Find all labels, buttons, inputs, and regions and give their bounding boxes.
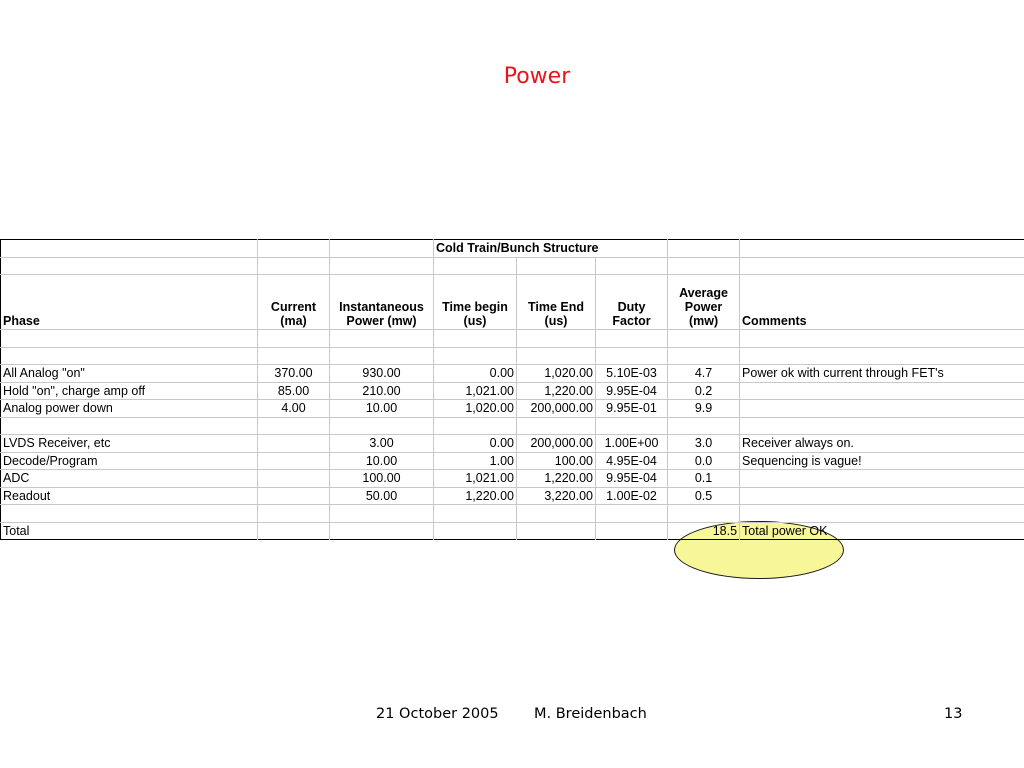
- header-phase: Phase: [1, 275, 258, 330]
- cell-current: [258, 470, 330, 488]
- cell-comment: [740, 400, 1024, 418]
- cell-current: [258, 452, 330, 470]
- cell-duty-factor: 5.10E-03: [596, 365, 668, 383]
- cell-current: [258, 435, 330, 453]
- header-time-begin: Time begin (us): [434, 275, 517, 330]
- cell-average-power: 9.9: [668, 400, 740, 418]
- header-average-power: Average Power (mw): [668, 275, 740, 330]
- footer-date: 21 October 2005: [376, 706, 499, 722]
- cell-current: 85.00: [258, 382, 330, 400]
- cell-phase: LVDS Receiver, etc: [1, 435, 258, 453]
- table-row: [1, 435, 1024, 453]
- footer-author: M. Breidenbach: [534, 706, 647, 722]
- cell-time-end: 3,220.00: [517, 487, 596, 505]
- cell-time-begin: 1.00: [434, 452, 517, 470]
- cell-time-begin: 0.00: [434, 435, 517, 453]
- total-row: [1, 522, 1024, 540]
- cell-current: [258, 487, 330, 505]
- blank-row: [1, 417, 1024, 435]
- cell-average-power: 0.5: [668, 487, 740, 505]
- cell-time-end: 100.00: [517, 452, 596, 470]
- cell-phase: Decode/Program: [1, 452, 258, 470]
- cell-instantaneous-power: 3.00: [330, 435, 434, 453]
- table-row: [1, 470, 1024, 488]
- cell-average-power: 3.0: [668, 435, 740, 453]
- cell-instantaneous-power: 100.00: [330, 470, 434, 488]
- cell-time-begin: 0.00: [434, 365, 517, 383]
- cell-time-begin: 1,020.00: [434, 400, 517, 418]
- total-comment: Total power OK: [740, 522, 1024, 540]
- cell-average-power: 4.7: [668, 365, 740, 383]
- cell-instantaneous-power: 10.00: [330, 400, 434, 418]
- table-row: [1, 382, 1024, 400]
- cell-phase: All Analog "on": [1, 365, 258, 383]
- slide-title: Power: [503, 64, 571, 89]
- cell-duty-factor: 4.95E-04: [596, 452, 668, 470]
- blank-row: [1, 347, 1024, 365]
- cell-phase: Hold "on", charge amp off: [1, 382, 258, 400]
- cell-comment: Receiver always on.: [740, 435, 1024, 453]
- cell-average-power: 0.1: [668, 470, 740, 488]
- table-row: [1, 400, 1024, 418]
- cell-current: 4.00: [258, 400, 330, 418]
- header-duty-factor: Duty Factor: [596, 275, 668, 330]
- cell-duty-factor: 1.00E+00: [596, 435, 668, 453]
- cell-instantaneous-power: 50.00: [330, 487, 434, 505]
- cell-current: 370.00: [258, 365, 330, 383]
- header-instantaneous-power: Instantaneous Power (mw): [330, 275, 434, 330]
- cell-time-begin: 1,021.00: [434, 470, 517, 488]
- cell-instantaneous-power: 10.00: [330, 452, 434, 470]
- blank-row: [1, 505, 1024, 523]
- cell-duty-factor: 1.00E-02: [596, 487, 668, 505]
- cell-time-end: 1,020.00: [517, 365, 596, 383]
- group-header-row: [1, 240, 1024, 258]
- footer-page-number: 13: [944, 706, 963, 722]
- group-header: Cold Train/Bunch Structure: [434, 240, 668, 258]
- cell-time-end: 1,220.00: [517, 382, 596, 400]
- cell-phase: Readout: [1, 487, 258, 505]
- cell-time-begin: 1,220.00: [434, 487, 517, 505]
- cell-instantaneous-power: 930.00: [330, 365, 434, 383]
- cell-phase: ADC: [1, 470, 258, 488]
- cell-instantaneous-power: 210.00: [330, 382, 434, 400]
- cell-duty-factor: 9.95E-04: [596, 382, 668, 400]
- power-table: [0, 239, 1024, 540]
- table-row: [1, 487, 1024, 505]
- total-average-power: 18.5: [668, 522, 740, 540]
- cell-duty-factor: 9.95E-04: [596, 470, 668, 488]
- cell-comment: [740, 470, 1024, 488]
- blank-row: [1, 330, 1024, 348]
- blank-row: [1, 257, 1024, 275]
- cell-comment: [740, 382, 1024, 400]
- header-current: Current (ma): [258, 275, 330, 330]
- header-comments: Comments: [740, 275, 1024, 330]
- cell-time-end: 1,220.00: [517, 470, 596, 488]
- cell-average-power: 0.0: [668, 452, 740, 470]
- cell-phase: Analog power down: [1, 400, 258, 418]
- table-row: [1, 365, 1024, 383]
- cell-average-power: 0.2: [668, 382, 740, 400]
- cell-comment: Power ok with current through FET's: [740, 365, 1024, 383]
- cell-time-end: 200,000.00: [517, 400, 596, 418]
- cell-time-end: 200,000.00: [517, 435, 596, 453]
- table-row: [1, 452, 1024, 470]
- cell-comment: Sequencing is vague!: [740, 452, 1024, 470]
- cell-comment: [740, 487, 1024, 505]
- header-time-end: Time End (us): [517, 275, 596, 330]
- header-row: [1, 275, 1024, 330]
- total-label: Total: [1, 522, 258, 540]
- cell-duty-factor: 9.95E-01: [596, 400, 668, 418]
- cell-time-begin: 1,021.00: [434, 382, 517, 400]
